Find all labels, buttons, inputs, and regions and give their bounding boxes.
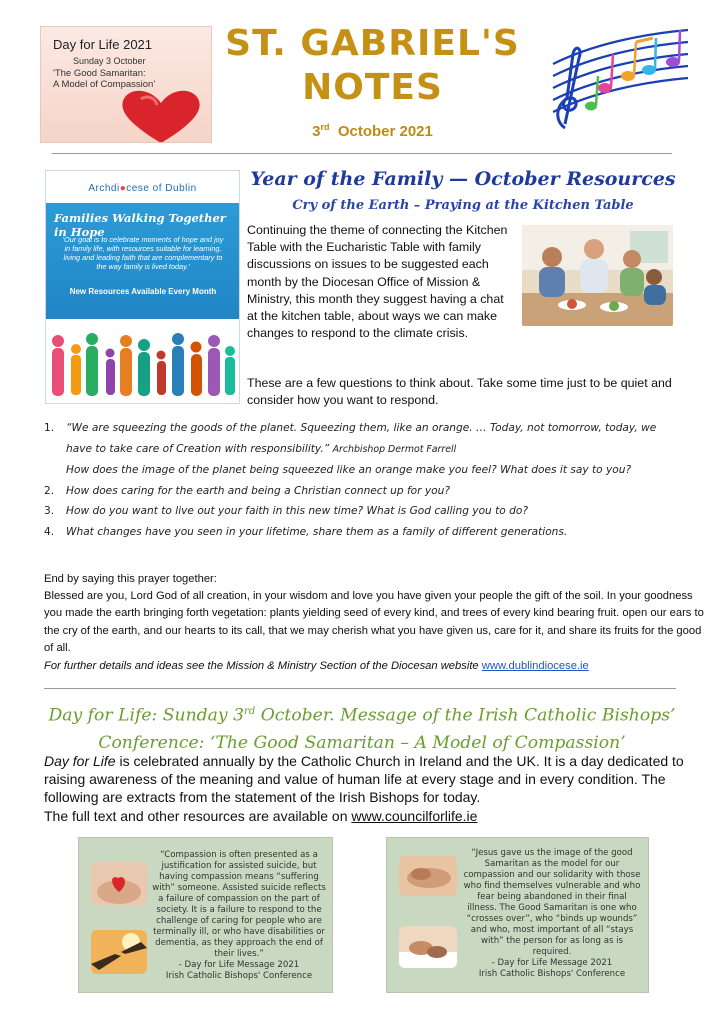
quote-1-text: “Compassion is often presented as a justification for assisted suicide, but having compassion means “suffering with” someone. Assisted suicide reflects a failure of compassion on the part of society. It is a failure to respond to the challenge of caring for people who are terminally ill, or who have disabilities or dementia, as they approach the end of their lives.” - Day for Life Message 2021 Irish Catholic Bishops' Conference [152, 850, 326, 981]
quote-citation: Archbishop Dermot Farrell [332, 443, 457, 455]
day-for-life-title: Day for Life: Sunday 3rd October. Message of the Irish Catholic Bishops’ Conference: ‘The Good Samaritan – A Model of Compassion’ [48, 705, 676, 753]
quote-card-samaritan [386, 837, 649, 993]
question-item: 1. “We are squeezing the goods of the planet. Squeezing them, like an orange. … Today, not tomorrow, today, we have to take care of Creation with responsibility.” Archbishop Dermot Farrell How does the image of the planet being squeezed like an orange make you feel? What does it say to you? [44, 422, 657, 476]
poster-heading: Families Walking Together in Hope [54, 211, 226, 239]
bedside-care-photo [399, 926, 457, 968]
quote-card-compassion [78, 837, 333, 993]
hands-heart-photo [91, 862, 147, 906]
day-for-life-body: Day for Life is celebrated annually by the Catholic Church in Ireland and the UK. It is a day dedicated to raising awareness of the meaning and value of human life at every stage and in every condition. The following are extracts from the statement of the Irish Bishops for today. The full text and other resources are available on www.councilforlife.ie [44, 753, 684, 824]
card-date: Sunday 3 October [73, 56, 146, 66]
families-walking-poster [45, 170, 240, 404]
caring-hands-photo [399, 856, 457, 896]
issue-date: 3rd October 2021 [312, 122, 433, 140]
archdiocese-label: Archdi●cese of Dublin [88, 183, 197, 194]
quote-2-text: “Jesus gave us the image of the good Samaritan as the model for our compassion and our solidarity with those who find themselves vulnerable and who fear being abandoned in their final illness. The Good Samaritan is one who “crosses over”, who “binds up wounds” and who, most important of all “stays with” the person for as long as is required. - Day for Life Message 2021 Irish Catholic Bishops' Conference [463, 848, 641, 979]
discussion-questions [44, 418, 684, 542]
question-item: 4. What changes have you seen in your lifetime, share them as a family of different generations. [44, 525, 568, 538]
family-meal-photo [522, 225, 673, 326]
dublindiocese-link[interactable]: www.dublindiocese.ie [481, 660, 589, 672]
family-section-title: Year of the Family — October Resources [250, 168, 676, 190]
question-text: What changes have you seen in your lifetime, share them as a family of different generations. [66, 525, 568, 538]
header-divider [52, 153, 672, 154]
pope-quote: “We are squeezing the goods of the planet. Squeezing them, like an orange. … Today, not tomorrow, today, we have to take care of Creation with responsibility.” [66, 422, 657, 455]
page-title: ST. GABRIEL'S NOTES [225, 23, 520, 108]
question-text: How does caring for the earth and being a Christian connect up for you? [66, 484, 450, 497]
poster-new-resources: New Resources Available Every Month [69, 287, 217, 296]
question-item: 2. How does caring for the earth and being a Christian connect up for you? [44, 484, 450, 497]
prayer-intro: End by saying this prayer together: [44, 573, 217, 585]
family-section-subtitle: Cry of the Earth – Praying at the Kitchen Table [292, 198, 634, 213]
card-theme: 'The Good Samaritan: A Model of Compassion' [53, 68, 156, 90]
poster-goal: 'Our goal is to celebrate moments of hope and joy in family life, with resources suitable for learning, living and leading faith that are complementary to the way family is lived today.' [62, 235, 224, 271]
further-details: For further details and ideas see the Mission & Ministry Section of the Diocesan website www.dublindiocese.ie [44, 660, 589, 672]
section-divider [44, 688, 676, 689]
councilforlife-link[interactable]: www.councilforlife.ie [351, 807, 478, 824]
family-intro-text: Continuing the theme of connecting the Kitchen Table with the Eucharistic Table with family discussions on issues to be suggested each month by the Diocesan Office of Mission & Ministry, this month they suggest having a chat at the kitchen table, about ways we can make changes to respond to the climate crisis. [247, 223, 508, 341]
question-text: How do you want to live out your faith in this new time? What is God calling you to do? [66, 505, 528, 517]
prayer-text: Blessed are you, Lord God of all creation, in your wisdom and love you have given your people the gift of the soil. In your goodness you made the earth bringing forth vegetation: plants yielding seed of every kind, and trees of every kind bearing fruit. open our ears to the cry of the earth, and our hearts to its call, that we may cherish what you have given us, care for it, and share its fruits for the good of all. [44, 590, 704, 654]
question-text: How does the image of the planet being squeezed like an orange make you feel? What does it say to you? [66, 464, 632, 476]
card-title: Day for Life 2021 [53, 37, 153, 52]
heart-icon [111, 85, 211, 143]
reaching-hands-photo [91, 930, 147, 974]
music-staff-notes-icon [543, 24, 693, 142]
question-item: 3. How do you want to live out your faith in this new time? What is God calling you to do? [44, 505, 528, 517]
day-for-life-card [40, 26, 212, 143]
closing-prayer [44, 571, 704, 657]
people-silhouettes-icon [46, 319, 239, 403]
family-think-text: These are a few questions to think about. Take some time just to be quiet and consider how you want to respond. [247, 376, 672, 408]
